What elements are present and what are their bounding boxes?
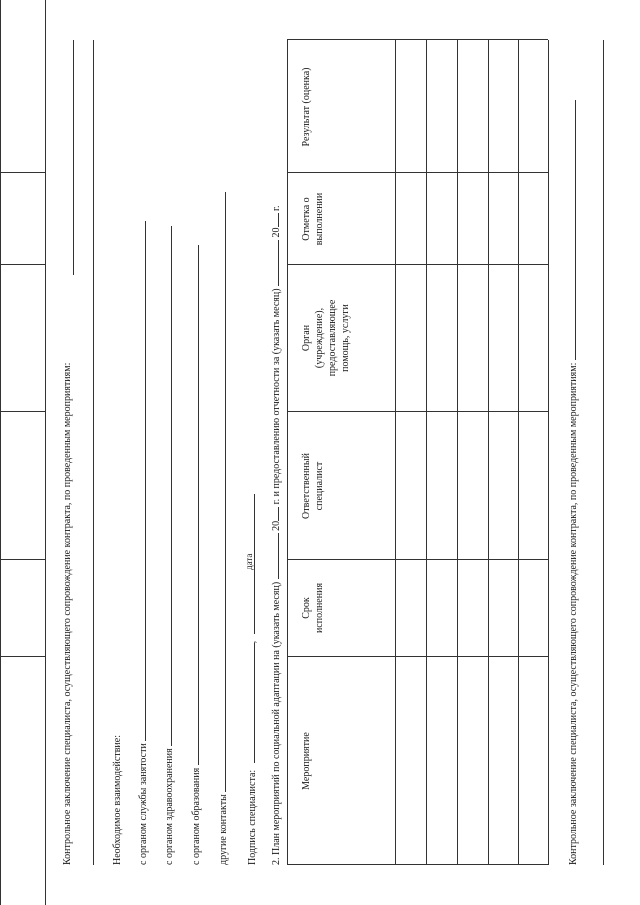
grid-line xyxy=(0,264,45,265)
interaction-label: с органом здравоохранения xyxy=(164,748,175,865)
interaction-fill xyxy=(171,226,172,746)
interaction-label: другие контакты xyxy=(218,794,229,865)
date-label: дата xyxy=(244,553,254,570)
table-line xyxy=(287,172,548,173)
year-fill xyxy=(278,507,279,521)
plan-title-part1: 2. План мероприятий по социальной адаптации на (указать месяц) xyxy=(271,581,282,865)
table-line xyxy=(395,40,396,865)
table-line xyxy=(287,411,548,412)
table-line xyxy=(287,656,548,657)
month-fill xyxy=(278,533,279,579)
conclusion-label-1: Контрольное заключение специалиста, осуществляющего сопровождение контракта, по проведенным мероприятиям: xyxy=(62,362,73,865)
conclusion-line-1b xyxy=(93,40,94,865)
table-line xyxy=(548,40,549,865)
conclusion-fill-2 xyxy=(575,100,576,360)
plan-title xyxy=(271,205,282,865)
signature-row: Подпись специалиста: , xyxy=(247,494,258,865)
signature-label: Подпись специалиста: xyxy=(247,769,258,865)
table-line xyxy=(457,40,458,865)
interaction-row-employment xyxy=(138,221,149,865)
header-result: Результат (оценка) xyxy=(301,67,312,147)
interaction-fill xyxy=(225,192,226,792)
year-prefix-1: 20 xyxy=(271,520,282,531)
plan-title-part2: г. и предоставлению отчетности за (указать месяц) xyxy=(271,288,282,505)
signature-fill xyxy=(254,643,255,763)
interaction-label: с органом образования xyxy=(191,767,202,865)
header-activity: Мероприятие xyxy=(301,732,312,790)
date-fill xyxy=(254,494,255,634)
table-line xyxy=(488,40,489,865)
month-fill xyxy=(278,240,279,286)
table-line xyxy=(287,559,548,560)
grid-line xyxy=(0,411,45,412)
year-prefix-2: 20 xyxy=(271,227,282,238)
header-organization: Орган (учреждение), предоставляющее помощь, услуги xyxy=(301,299,351,377)
year-fill xyxy=(278,213,279,227)
conclusion-text-2: Контрольное заключение специалиста, осуществляющего сопровождение контракта, по проведенным мероприятиям: xyxy=(568,362,579,865)
year-suffix: г. xyxy=(271,205,282,211)
header-responsible: Ответственный специалист xyxy=(301,453,325,519)
conclusion-line-2b xyxy=(603,40,604,865)
table-line xyxy=(287,864,548,865)
interaction-row-other xyxy=(218,192,229,865)
header-completion-mark: Отметка о выполнении xyxy=(301,192,325,246)
interaction-heading: Необходимое взаимодействие: xyxy=(112,734,123,865)
interaction-fill xyxy=(145,221,146,741)
table-line xyxy=(287,39,548,40)
table-line xyxy=(287,40,288,865)
table-line xyxy=(518,40,519,865)
conclusion-label-2 xyxy=(568,100,579,865)
grid-line xyxy=(0,172,45,173)
interaction-row-health xyxy=(164,226,175,865)
interaction-row-education xyxy=(191,245,202,865)
grid-line xyxy=(0,656,45,657)
table-line xyxy=(426,40,427,865)
conclusion-fill-1 xyxy=(73,40,74,275)
header-deadline: Срок исполнения xyxy=(301,582,325,634)
grid-line xyxy=(0,0,1,905)
grid-line xyxy=(0,559,45,560)
table-line xyxy=(287,264,548,265)
interaction-label: с органом службы занятости xyxy=(138,743,149,865)
interaction-fill xyxy=(198,245,199,765)
grid-line xyxy=(45,0,46,905)
